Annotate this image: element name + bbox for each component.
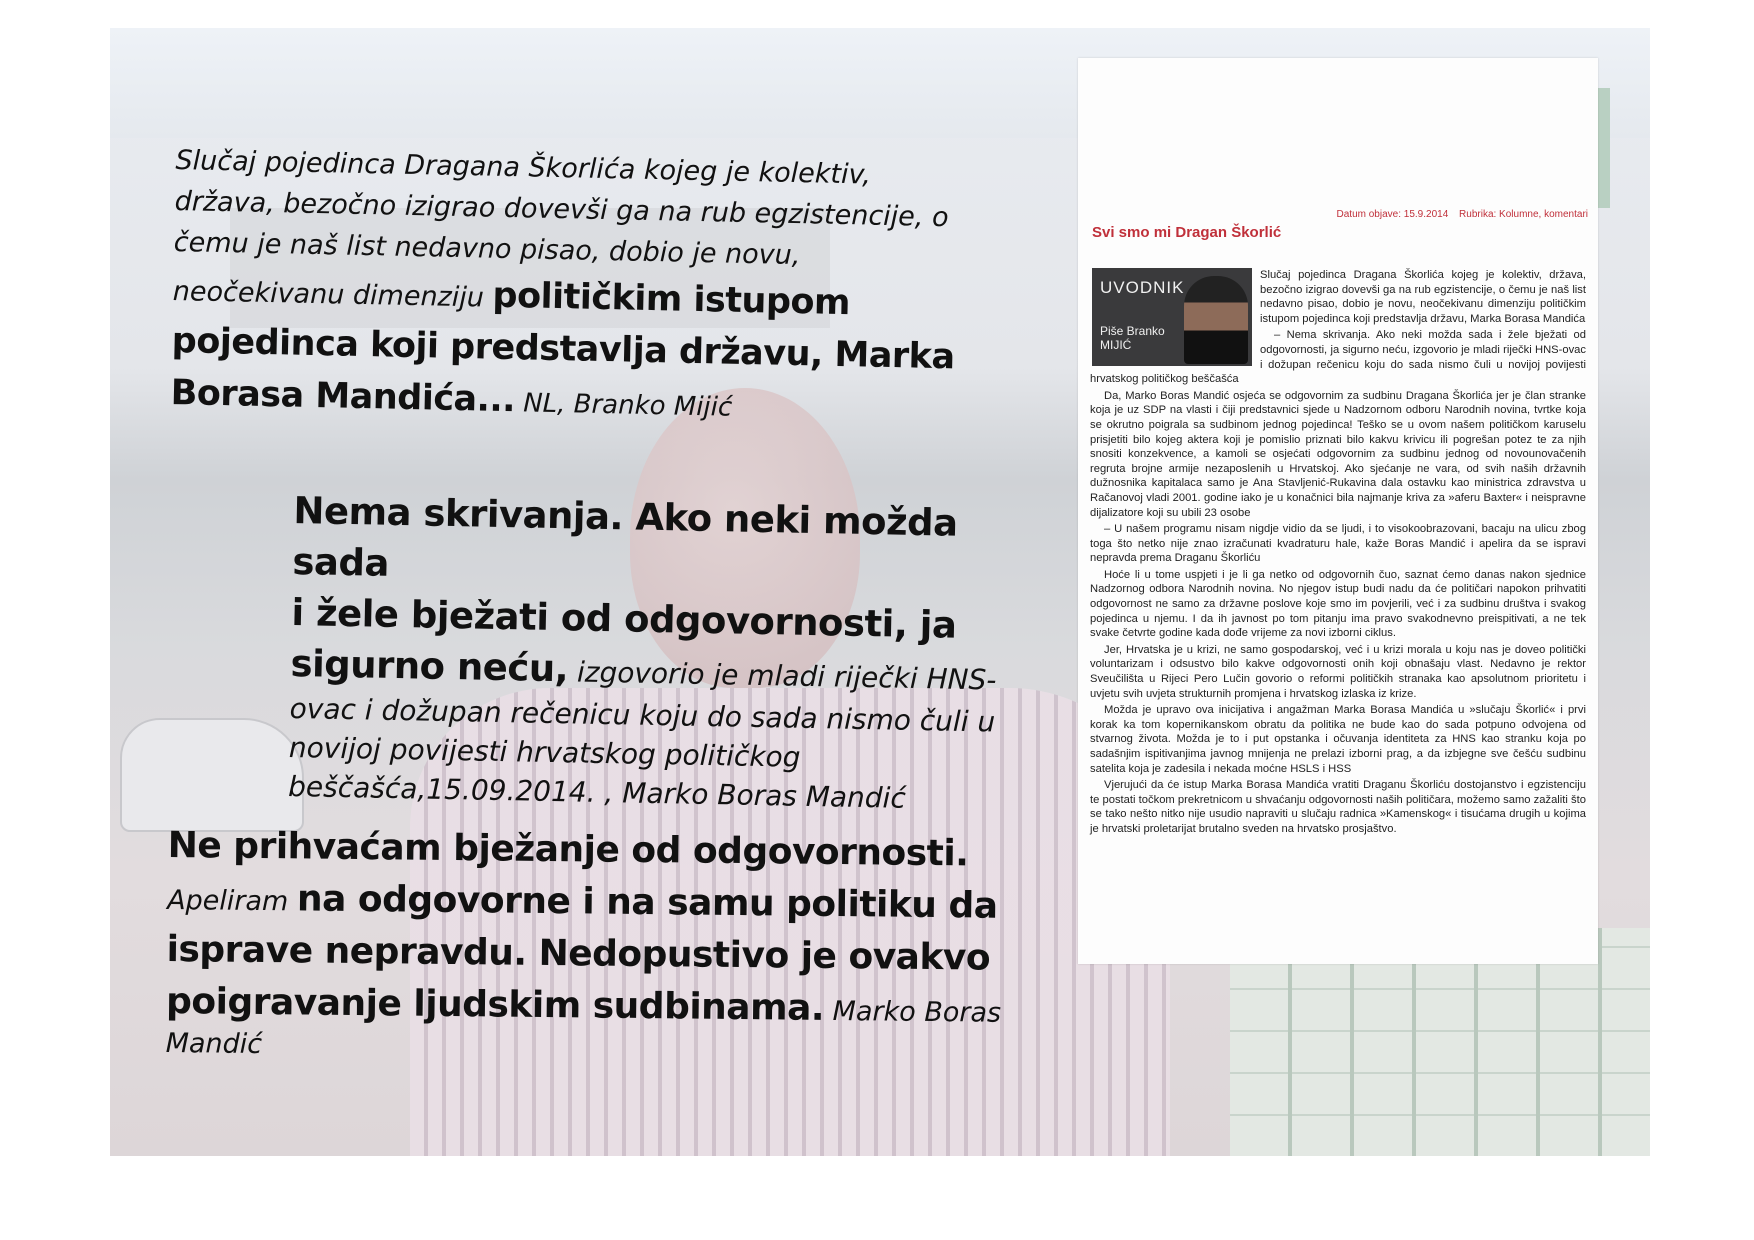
quote-2-line-2: i žele bježati od odgovornosti, ja <box>291 590 957 647</box>
clipping-paragraph: Hoće li u tome uspjeti i je li ga netko od odgovornih čuo, saznat ćemo danas nakon sjednice Nadzornog odbora Narodnih novina. No njegov istup budi nadu da će političari napokon prihvatiti odgovornost ne samo za državne poslove koje smo im povjerili, već i za sudbinu društva i svakog pojedinca u njemu. I da ih javnost po tom pitanju ima pravo svakodnevno preispitivati, a ne tek svake četvrte godine kada dođe vrijeme za novi izborni ciklus. <box>1090 568 1586 640</box>
clipping-paragraph: – U našem programu nisam nigdje vidio da se ljudi, i to visokoobrazovani, bacaju na ulicu zbog toga što netko nije znao izračunati kvadraturu hale, kaže Boras Mandić i apelira da se ispravi nepravda prema Draganu Škorliću <box>1090 523 1586 565</box>
clipping-meta <box>1329 209 1588 220</box>
clipping-rubric: Rubrika: Kolumne, komentari <box>1459 209 1588 220</box>
quote-2-line-3-bold: sigurno neću, <box>290 641 569 691</box>
quote-2 <box>288 485 1054 821</box>
quote-2-line-5: novijoj povijesti hrvatskog političkog <box>288 730 801 774</box>
clipping-date: Datum objave: 15.9.2014 <box>1336 209 1449 220</box>
quote-1-line-5: pojedinca koji predstavlja državu, Marka <box>171 320 955 378</box>
quote-1 <box>170 140 956 435</box>
quote-3-line-3: isprave nepravdu. Nedopustivo je ovakvo <box>166 928 991 979</box>
quote-1-line-6-bold: Borasa Mandića... <box>170 372 516 421</box>
quote-1-line-2: država, bezočno izigrao dovevši ga na rub egzistencije, o <box>174 185 949 234</box>
quote-1-line-3: čemu je naš list nedavno pisao, dobio je novu, <box>173 226 801 272</box>
quote-1-line-4-bold: političkim istupom <box>492 275 851 324</box>
quote-1-line-1: Slučaj pojedinca Dragana Škorlića kojeg je kolektiv, <box>175 144 872 191</box>
quote-1-attribution: NL, Branko Mijić <box>514 388 733 423</box>
badge-float-space <box>1090 268 1256 368</box>
quote-3-line-5: Mandić <box>165 1027 263 1060</box>
quote-3-line-4 <box>166 976 1046 1037</box>
clipping-paragraph: Možda je upravo ova inicijativa i angažman Marka Borasa Mandića u »slučaju Škorlić« i prvi korak ka tom kopernikanskom obratu da politika ne bude kao do sada potpuno odvojena od stvarnog života. Možda je to i put opstanka i očuvanja identiteta za HNS kao stranku koja po sadašnjim ispitivanjima javnog mnijenja ne prelazi izborni prag, a da izbjegne sve češću sudbinu satelita koja je zadesila i nekada moćne HSLS i HSS <box>1090 704 1586 775</box>
quote-2-line-3-rest: izgovorio je mladi riječki HNS- <box>567 655 997 697</box>
quote-3-line-1: Ne prihvaćam bježanje od odgovornosti. <box>167 824 969 875</box>
quote-3-line-2-lead: Apeliram <box>166 884 298 918</box>
clipping-paragraph: Da, Marko Boras Mandić osjeća se odgovornim za sudbinu Dragana Škorlića jer je član stranke koja je uz SDP na vlasti i čiji predstavnici sjede u Nadzornom odboru Narodnih novina, tvrtke koja se okrutno poigrala sa sudbinom jednog pojedinca! Teško se u ovom našem političkom karuselu prisjetiti bilo kojeg aktera koji je pomislio priznati bilo kakvu krivicu ili pogrešan potez te za njih snositi konzekvence, a kamoli se osjećati odgovornim za sudbinu jednog od novounovačenih regruta brojne armije nezaposlenih u Hrvatskoj. Ako sjećanje ne vara, od svih naših državnih dužnosnika kapitalaca samo je Ana Stavljenić-Rukavina dala ostavku kao ministrica zdravstva u Račanovoj vladi 2001. godine iako je u konačnici bila najmanje kriva za »aferu Baxter« i neispravne dijalizatore koji su ubili 23 osobe <box>1090 389 1586 519</box>
clipping-paragraph: Jer, Hrvatska je u krizi, ne samo gospodarskoj, već i u krizi morala u koju nas je doveo politički voluntarizam i odsustvo bilo kakve odgovornosti onih koji obnašaju vlast. Nedavno je rektor Sveučilišta u Rijeci Pero Lučin govorio o reformi političkih stranaka kao apsolutnom prioritetu i uvjetu svih uvjeta strukturnih promjena i hrvatskog izlaska iz krize. <box>1090 643 1586 700</box>
clipping-paragraph: Slučaj pojedinca Dragana Škorlića kojeg je kolektiv, država, bezočno izigrao dovevši ga na rub egzistencije, o čemu je naš list nedavno pisao, dobio je novu, neočekivanu dimenziju političkim istupom pojedinca koji predstavlja državu, Marka Borasa Mandića <box>1260 269 1586 325</box>
quote-2-line-6: beščašća,15.09.2014. , Marko Boras Mandić <box>287 769 907 815</box>
editorial-badge-author: Piše Branko MIJIĆ <box>1100 324 1165 352</box>
photo-car <box>120 718 304 832</box>
quote-3-line-2 <box>167 872 1047 933</box>
editorial-badge-label: UVODNIK <box>1100 278 1185 297</box>
clipping-body <box>1090 268 1586 839</box>
quote-2-line-4: ovac i dožupan rečenicu koju do sada nismo čuli u <box>289 691 996 739</box>
quote-3-line-2-bold: na odgovorne i na samu politiku da <box>296 878 998 927</box>
quote-2-line-1: Nema skrivanja. Ako neki možda sada <box>292 488 958 585</box>
quote-3-line-4-bold: poigravanje ljudskim sudbinama. <box>165 980 825 1029</box>
clipping-paragraph: – Nema skrivanja. Ako neki možda sada i žele bježati od odgovornosti, ja sigurno neću, izgovorio je mladi riječki HNS-ovac i dožupan rečenicu koju do sada nismo čuli u novijoj povijesti hrvatskog političkog beščašća <box>1090 329 1586 386</box>
quote-3-attribution: Marko Boras <box>823 995 1002 1029</box>
clipping-title: Svi smo mi Dragan Škorlić <box>1092 224 1282 241</box>
quote-3 <box>165 820 1047 1068</box>
clipping-paragraph: Vjerujući da će istup Marka Borasa Mandića vratiti Draganu Škorliću dostojanstvo i egzistenciju te postati točkom prekretnicom u shvaćanju odgovornosti naših političara, možemo samo zažaliti što se tako nešto nitko nije usudio napraviti u slučaju radnica »Kamenskog« i tisućama drugih u kojima je hrvatski proletarijat brutalno sveden na hrvatsko prosjaštvo. <box>1090 779 1586 835</box>
newspaper-clipping <box>1078 58 1598 964</box>
quote-1-line-4-lead: neočekivanu dimenziju <box>172 275 493 314</box>
